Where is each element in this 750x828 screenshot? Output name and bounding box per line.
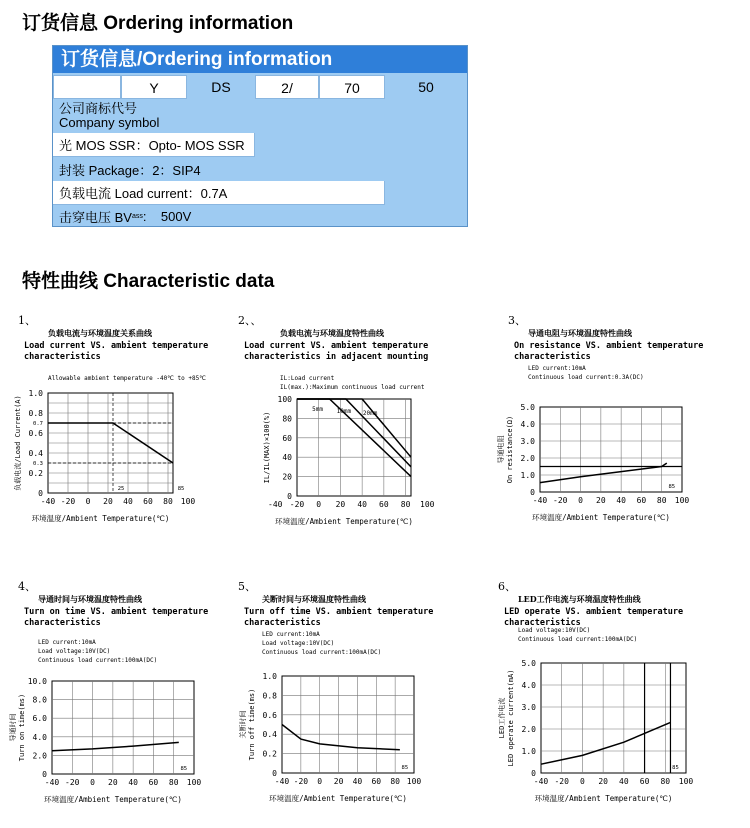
load-current-row: 负载电流 Load current：0.7A (53, 181, 385, 205)
y-axis-label: IL/IL(MAX)×100(%) (263, 411, 271, 484)
x-tick-label: 40 (619, 777, 629, 786)
x-axis-label: 环境温度/Ambient Temperature(℃) (44, 795, 182, 804)
plot-frame (541, 663, 686, 773)
chart-panel-3 (497, 312, 748, 562)
y-tick-label: 1.0 (28, 389, 43, 398)
plot-area (8, 677, 201, 804)
chart-title-en: characteristics (244, 618, 321, 628)
chart-title-en: characteristics in adjacent mounting (244, 352, 429, 362)
chart-number: 2、、 (238, 314, 262, 327)
chart-note: IL(max.):Maximum continuous load current (280, 384, 425, 391)
chart-title-zh: 负载电流与环境温度特性曲线 (280, 328, 384, 338)
plot-frame (52, 681, 194, 774)
ordering-table (52, 45, 468, 227)
chart-title-zh: 负载电流与环境温度关系曲线 (48, 328, 152, 338)
package-row: 封装 Package：2：SIP4 (59, 162, 201, 178)
x-tick-label: 40 (352, 777, 363, 786)
chart-title-en: Turn on time VS. ambient temperature (24, 607, 209, 617)
x-axis-label: 环境温度/Ambient Temperature(℃) (31, 514, 170, 523)
y-tick-label: 0.4 (28, 449, 43, 458)
x-tick-label: -40 (532, 496, 548, 505)
x-tick-label: 80 (390, 777, 400, 786)
chart-plot (497, 312, 748, 562)
y-tick-label: 1.0 (262, 672, 277, 681)
x-tick-label: -20 (554, 777, 569, 786)
y-axis-label: LED operate current(mA) (507, 669, 515, 767)
company-symbol-row (53, 99, 187, 133)
chart-annotation: 25 (117, 486, 125, 492)
y-tick-label: 6.0 (32, 714, 47, 724)
chart-title-zh: LED工作电流与环境温度特性曲线 (518, 594, 641, 604)
plot-area (496, 403, 689, 522)
plot-frame (282, 676, 414, 773)
y-tick-label: 0 (287, 492, 292, 501)
y-tick-label: 3.0 (521, 703, 536, 712)
code-blank-cell (53, 75, 121, 99)
breakdown-voltage-row (53, 205, 467, 227)
company-symbol-zh: 公司商标代号 (59, 101, 138, 116)
chart-title-en: On resistance VS. ambient temperature (514, 341, 704, 351)
x-tick-label: 100 (420, 500, 435, 509)
chart-number: 6、 (498, 580, 516, 593)
chart-title-en: Load current VS. ambient temperature (244, 341, 429, 351)
x-tick-label: 80 (163, 497, 173, 506)
chart-panel-6 (498, 578, 738, 828)
y-tick-label: 1.0 (520, 471, 535, 480)
x-tick-label: 40 (616, 496, 626, 505)
y-axis-label-zh: 导通电阻 (497, 435, 505, 464)
x-tick-label: -20 (60, 497, 76, 506)
x-axis-label: 环境温度/Ambient Temperature(℃) (532, 513, 670, 522)
x-tick-label: 20 (103, 497, 113, 506)
x-tick-label: 80 (656, 496, 667, 505)
x-tick-label: -40 (40, 497, 56, 506)
x-tick-label: 0 (316, 500, 322, 509)
chart-note: Load voltage:10V(DC) (518, 627, 591, 634)
chart-annotation: 0.7 (33, 421, 43, 427)
chart-annotation: 85 (177, 486, 185, 492)
code-50: 50 (418, 79, 434, 95)
y-tick-label: 0 (42, 770, 47, 779)
x-tick-label: -40 (533, 777, 549, 786)
y-axis-label: On resistance(Ω) (506, 415, 514, 484)
x-tick-label: 0 (580, 777, 585, 786)
chart-annotation: 85 (672, 765, 679, 771)
x-tick-label: 20 (596, 496, 606, 505)
characteristic-heading: 特性曲线 Characteristic data (22, 271, 275, 292)
y-tick-label: 60 (282, 433, 292, 443)
plot-area (238, 672, 421, 803)
chart-title-en: characteristics (514, 352, 591, 362)
x-tick-label: 20 (598, 777, 608, 786)
x-axis-label: 环境温度/Ambient Temperature(℃) (269, 794, 407, 803)
x-tick-label: 60 (148, 778, 159, 787)
series-label: 20mm (362, 410, 378, 417)
x-tick-label: -40 (268, 500, 283, 509)
x-tick-label: 40 (123, 497, 133, 506)
chart-note: Continuous load current:0.3A(DC) (528, 374, 644, 381)
chart-number: 3、 (508, 314, 526, 327)
series-line (541, 722, 670, 764)
y-tick-label: 20 (282, 472, 292, 482)
x-tick-label: 60 (639, 777, 650, 786)
chart-plot (14, 312, 258, 562)
y-tick-label: 0 (272, 769, 277, 778)
y-axis-label: Turn on time(ms) (18, 693, 26, 762)
bv-subscript: ass (131, 212, 143, 220)
x-tick-label: 100 (678, 777, 694, 786)
y-tick-label: 5.0 (521, 659, 536, 668)
chart-note: Continuous load current:100mA(DC) (518, 636, 638, 643)
y-axis-label: 负载电流/Load Current(A) (14, 395, 22, 491)
x-tick-label: 60 (636, 496, 647, 505)
y-tick-label: 2.0 (32, 751, 47, 761)
x-tick-label: 100 (406, 777, 422, 786)
chart-panel-4 (9, 578, 258, 828)
chart-note: Load voltage:10V(DC) (262, 640, 335, 647)
x-tick-label: 20 (108, 778, 118, 787)
y-tick-label: 0.6 (28, 429, 43, 438)
company-symbol-en: Company symbol (59, 115, 160, 130)
y-tick-label: 40 (282, 453, 292, 463)
code-2: 2/ (255, 75, 319, 99)
chart-title-en: Turn off time VS. ambient temperature (244, 607, 434, 617)
chart-title-en: characteristics (24, 618, 101, 628)
y-tick-label: 3.0 (520, 437, 535, 446)
x-tick-label: 0 (317, 777, 323, 786)
chart-plot (238, 578, 478, 828)
x-tick-label: -20 (293, 777, 309, 786)
chart-title-zh: 导通电阻与环境温度特性曲线 (528, 328, 632, 338)
chart-panel-1 (14, 312, 258, 562)
series-label: 10mm (336, 408, 352, 415)
chart-title-en: characteristics (24, 352, 101, 362)
mos-row: 光 MOS SSR：Opto- MOS SSR (53, 133, 255, 157)
y-axis-label-zh: LED工作电流 (498, 697, 506, 739)
x-tick-label: -40 (274, 777, 290, 786)
x-tick-label: 100 (186, 778, 202, 787)
chart-annotation: 0.3 (33, 461, 43, 467)
x-tick-label: 80 (168, 778, 179, 787)
y-tick-label: 4.0 (520, 420, 535, 429)
x-tick-label: 40 (128, 778, 138, 787)
y-tick-label: 80 (282, 414, 292, 424)
code-70: 70 (319, 75, 385, 99)
y-tick-label: 0.2 (262, 749, 277, 759)
chart-annotation: 85 (668, 484, 676, 490)
series-line (282, 725, 400, 750)
y-tick-label: 0.2 (28, 469, 43, 478)
x-tick-label: -20 (289, 500, 305, 509)
plot-area (497, 659, 693, 803)
chart-annotation: 85 (401, 765, 409, 771)
ordering-heading: 订货信息 Ordering information (22, 13, 294, 34)
plot-area (13, 389, 195, 523)
chart-plot (238, 312, 478, 562)
chart-number: 4、 (18, 580, 36, 593)
x-tick-label: 0 (90, 778, 95, 787)
x-tick-label: -40 (44, 778, 60, 787)
x-axis-label: 环境温度/Ambient Temperature(℃) (534, 794, 673, 803)
y-tick-label: 100 (277, 395, 292, 404)
x-tick-label: 0 (85, 497, 91, 506)
y-tick-label: 1.0 (521, 747, 536, 756)
x-tick-label: 60 (371, 777, 382, 786)
x-tick-label: 40 (357, 500, 367, 509)
bv-value: : 500V (142, 208, 192, 224)
code-y: Y (121, 75, 187, 99)
chart-note: Continuous load current:100mA(DC) (262, 649, 382, 656)
chart-title-en: characteristics (504, 618, 581, 628)
x-tick-label: 100 (180, 497, 196, 506)
chart-note: IL:Load current (280, 375, 335, 382)
y-axis-label-zh: 导通时间 (9, 713, 17, 742)
ordering-table-title: 订货信息/Ordering information (53, 46, 467, 73)
x-tick-label: 60 (143, 497, 153, 506)
series-line (52, 742, 179, 750)
chart-title-en: Load current VS. ambient temperature (24, 341, 209, 351)
x-tick-label: -20 (553, 496, 568, 505)
chart-plot (498, 578, 738, 828)
series-label: 5mm (312, 406, 323, 413)
chart-title-en: LED operate VS. ambient temperature (504, 607, 684, 617)
chart-title-zh: 关断时间与环境温度特性曲线 (262, 594, 366, 604)
chart-plot (9, 578, 258, 828)
y-tick-label: 0.6 (262, 710, 277, 720)
y-tick-label: 10.0 (27, 677, 47, 686)
y-axis-label: Turn off time(ms) (248, 688, 256, 761)
x-tick-label: 100 (674, 496, 690, 505)
plot-area (263, 395, 435, 526)
code-ds: DS (211, 79, 231, 95)
chart-note: Continuous load current:100mA(DC) (38, 657, 158, 664)
y-tick-label: 0 (38, 489, 43, 498)
y-tick-label: 0 (531, 769, 536, 778)
y-tick-label: 4.0 (521, 681, 536, 690)
y-tick-label: 0.8 (28, 409, 43, 418)
chart-panel-2 (238, 312, 478, 562)
x-axis-label: 环境温度/Ambient Temperature(℃) (275, 517, 413, 526)
chart-number: 1、 (18, 314, 36, 327)
y-tick-label: 0.4 (262, 730, 277, 740)
y-tick-label: 2.0 (521, 725, 536, 734)
x-tick-label: -20 (65, 778, 80, 787)
y-tick-label: 0 (530, 488, 535, 497)
y-axis-label-zh: 关断时间 (239, 710, 247, 739)
y-tick-label: 5.0 (520, 403, 535, 412)
chart-note: LED current:10mA (262, 631, 320, 638)
plot-frame (297, 399, 411, 496)
y-tick-label: 0.8 (262, 691, 277, 701)
y-tick-label: 2.0 (520, 454, 535, 463)
chart-panel-5 (238, 578, 478, 828)
chart-number: 5、 (238, 580, 256, 593)
chart-note: Allowable ambient temperature -40℃ to +85℃ (48, 375, 206, 382)
x-tick-label: 20 (335, 500, 346, 509)
x-tick-label: 80 (400, 500, 411, 509)
chart-note: LED current:10mA (528, 365, 586, 372)
chart-title-zh: 导通时间与环境温度特性曲线 (38, 594, 142, 604)
x-tick-label: 0 (578, 496, 583, 505)
chart-note: LED current:10mA (38, 639, 96, 646)
y-tick-label: 8.0 (32, 695, 47, 705)
x-tick-label: 60 (379, 500, 389, 509)
bv-label: 击穿电压 BV (59, 209, 132, 225)
x-tick-label: 80 (660, 777, 671, 786)
y-tick-label: 4.0 (32, 732, 47, 742)
x-tick-label: 20 (333, 777, 344, 786)
chart-note: Load voltage:10V(DC) (38, 648, 111, 655)
chart-annotation: 85 (180, 766, 188, 772)
